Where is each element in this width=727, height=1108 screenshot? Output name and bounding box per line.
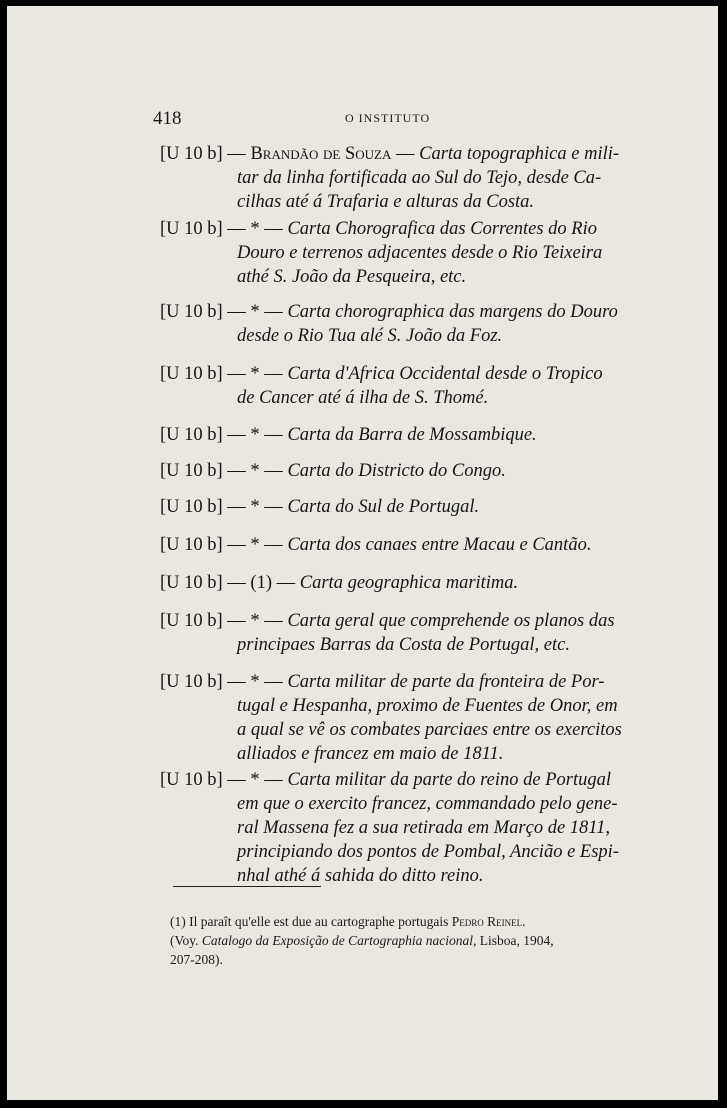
entry-title-first: Carta dos canaes entre Macau e Cantão. bbox=[287, 535, 592, 555]
footnote-text: (Voy. bbox=[170, 933, 202, 948]
catalog-entry bbox=[160, 142, 650, 214]
catalog-entry bbox=[160, 495, 650, 519]
entry-reference: [U 10 b] — * — bbox=[160, 672, 288, 692]
entry-title-first: Carta d'Africa Occidental desde o Tropico bbox=[287, 364, 603, 384]
entry-dash: — bbox=[391, 144, 420, 164]
entry-line: principiando dos pontos de Pombal, Ancião e Espi- bbox=[237, 842, 619, 862]
entry-title-first: Carta militar de parte da fronteira de Por- bbox=[287, 672, 605, 692]
page-number: 418 bbox=[153, 108, 182, 129]
entry-title-first: Carta chorographica das margens do Douro bbox=[287, 302, 618, 322]
running-title: O INSTITUTO bbox=[345, 111, 431, 125]
footnote-line: 207-208). bbox=[170, 952, 223, 967]
entry-reference: [U 10 b] — * — bbox=[160, 535, 288, 555]
footnote-catalog-title: Catalogo da Exposição de Cartographia nacional bbox=[201, 933, 474, 948]
entry-reference: [U 10 b] — * — bbox=[160, 302, 288, 322]
footnote-line bbox=[170, 912, 650, 931]
entry-line: principaes Barras da Costa de Portugal, etc. bbox=[237, 635, 570, 655]
entry-reference: [U 10 b] — * — bbox=[160, 497, 288, 517]
entry-line: alliados e francez em maio de 1811. bbox=[237, 744, 504, 764]
catalog-entry bbox=[160, 362, 650, 410]
footnote-text: (1) Il paraît qu'elle est due au cartographe portugais bbox=[170, 914, 452, 929]
entry-line: desde o Rio Tua alé S. João da Foz. bbox=[237, 326, 503, 346]
footnote bbox=[170, 912, 650, 969]
footnote-text: , Lisboa, 1904, bbox=[473, 933, 554, 948]
entry-title-first: Carta do Districto do Congo. bbox=[287, 461, 506, 481]
entry-line: de Cancer até á ilha de S. Thomé. bbox=[237, 388, 489, 408]
entry-line: Douro e terrenos adjacentes desde o Rio Teixeira bbox=[237, 243, 603, 263]
entry-title-first: Carta geral que comprehende os planos das bbox=[287, 611, 615, 631]
entry-title-first: Carta geographica maritima. bbox=[299, 573, 519, 593]
entry-title-first: Carta Chorografica das Correntes do Rio bbox=[287, 219, 597, 239]
catalog-entry bbox=[160, 300, 650, 348]
catalog-entry bbox=[160, 459, 650, 483]
entry-reference: [U 10 b] — * — bbox=[160, 770, 288, 790]
entry-title-first: Carta da Barra de Mossambique. bbox=[287, 425, 537, 445]
entry-line: nhal athé á sahida do ditto reino. bbox=[237, 866, 484, 886]
entry-line: tar da linha fortificada ao Sul do Tejo, desde Ca- bbox=[237, 168, 602, 188]
entry-reference: [U 10 b] — * — bbox=[160, 364, 288, 384]
entry-reference: [U 10 b] — (1) — bbox=[160, 573, 300, 593]
entry-line: ral Massena fez a sua retirada em Março de 1811, bbox=[237, 818, 611, 838]
entry-line: a qual se vê os combates parciaes entre os exercitos bbox=[237, 720, 622, 740]
entry-title-first: Carta do Sul de Portugal. bbox=[287, 497, 480, 517]
entry-line: tugal e Hespanha, proximo de Fuentes de Onor, em bbox=[237, 696, 618, 716]
catalog-entry bbox=[160, 571, 650, 595]
entry-reference: [U 10 b] — * — bbox=[160, 461, 288, 481]
entry-line: cilhas até á Trafaria e alturas da Costa. bbox=[237, 192, 535, 212]
entry-reference: [U 10 b] — * — bbox=[160, 611, 288, 631]
entry-title-first: Carta topographica e mili- bbox=[419, 144, 620, 164]
catalog-entry bbox=[160, 768, 650, 888]
catalog-entry bbox=[160, 217, 650, 289]
entry-reference: [U 10 b] — * — bbox=[160, 219, 288, 239]
entry-author: Brandão de Souza bbox=[250, 144, 392, 164]
page-header bbox=[7, 108, 718, 132]
catalog-entry bbox=[160, 670, 650, 766]
entry-line: athé S. João da Pesqueira, etc. bbox=[237, 267, 467, 287]
entry-title-first: Carta militar da parte do reino de Portugal bbox=[287, 770, 612, 790]
catalog-entry bbox=[160, 609, 650, 657]
entry-line: em que o exercito francez, commandado pelo gene- bbox=[237, 794, 618, 814]
footnote-rule bbox=[173, 886, 321, 887]
catalog-entry bbox=[160, 423, 650, 447]
entry-reference: [U 10 b] — bbox=[160, 144, 251, 164]
footnote-name: Pedro Reinel bbox=[451, 914, 523, 929]
catalog-entry bbox=[160, 533, 650, 557]
footnote-line bbox=[170, 931, 650, 950]
footnote-text: . bbox=[522, 914, 526, 929]
entry-reference: [U 10 b] — * — bbox=[160, 425, 288, 445]
document-page bbox=[7, 6, 718, 1100]
